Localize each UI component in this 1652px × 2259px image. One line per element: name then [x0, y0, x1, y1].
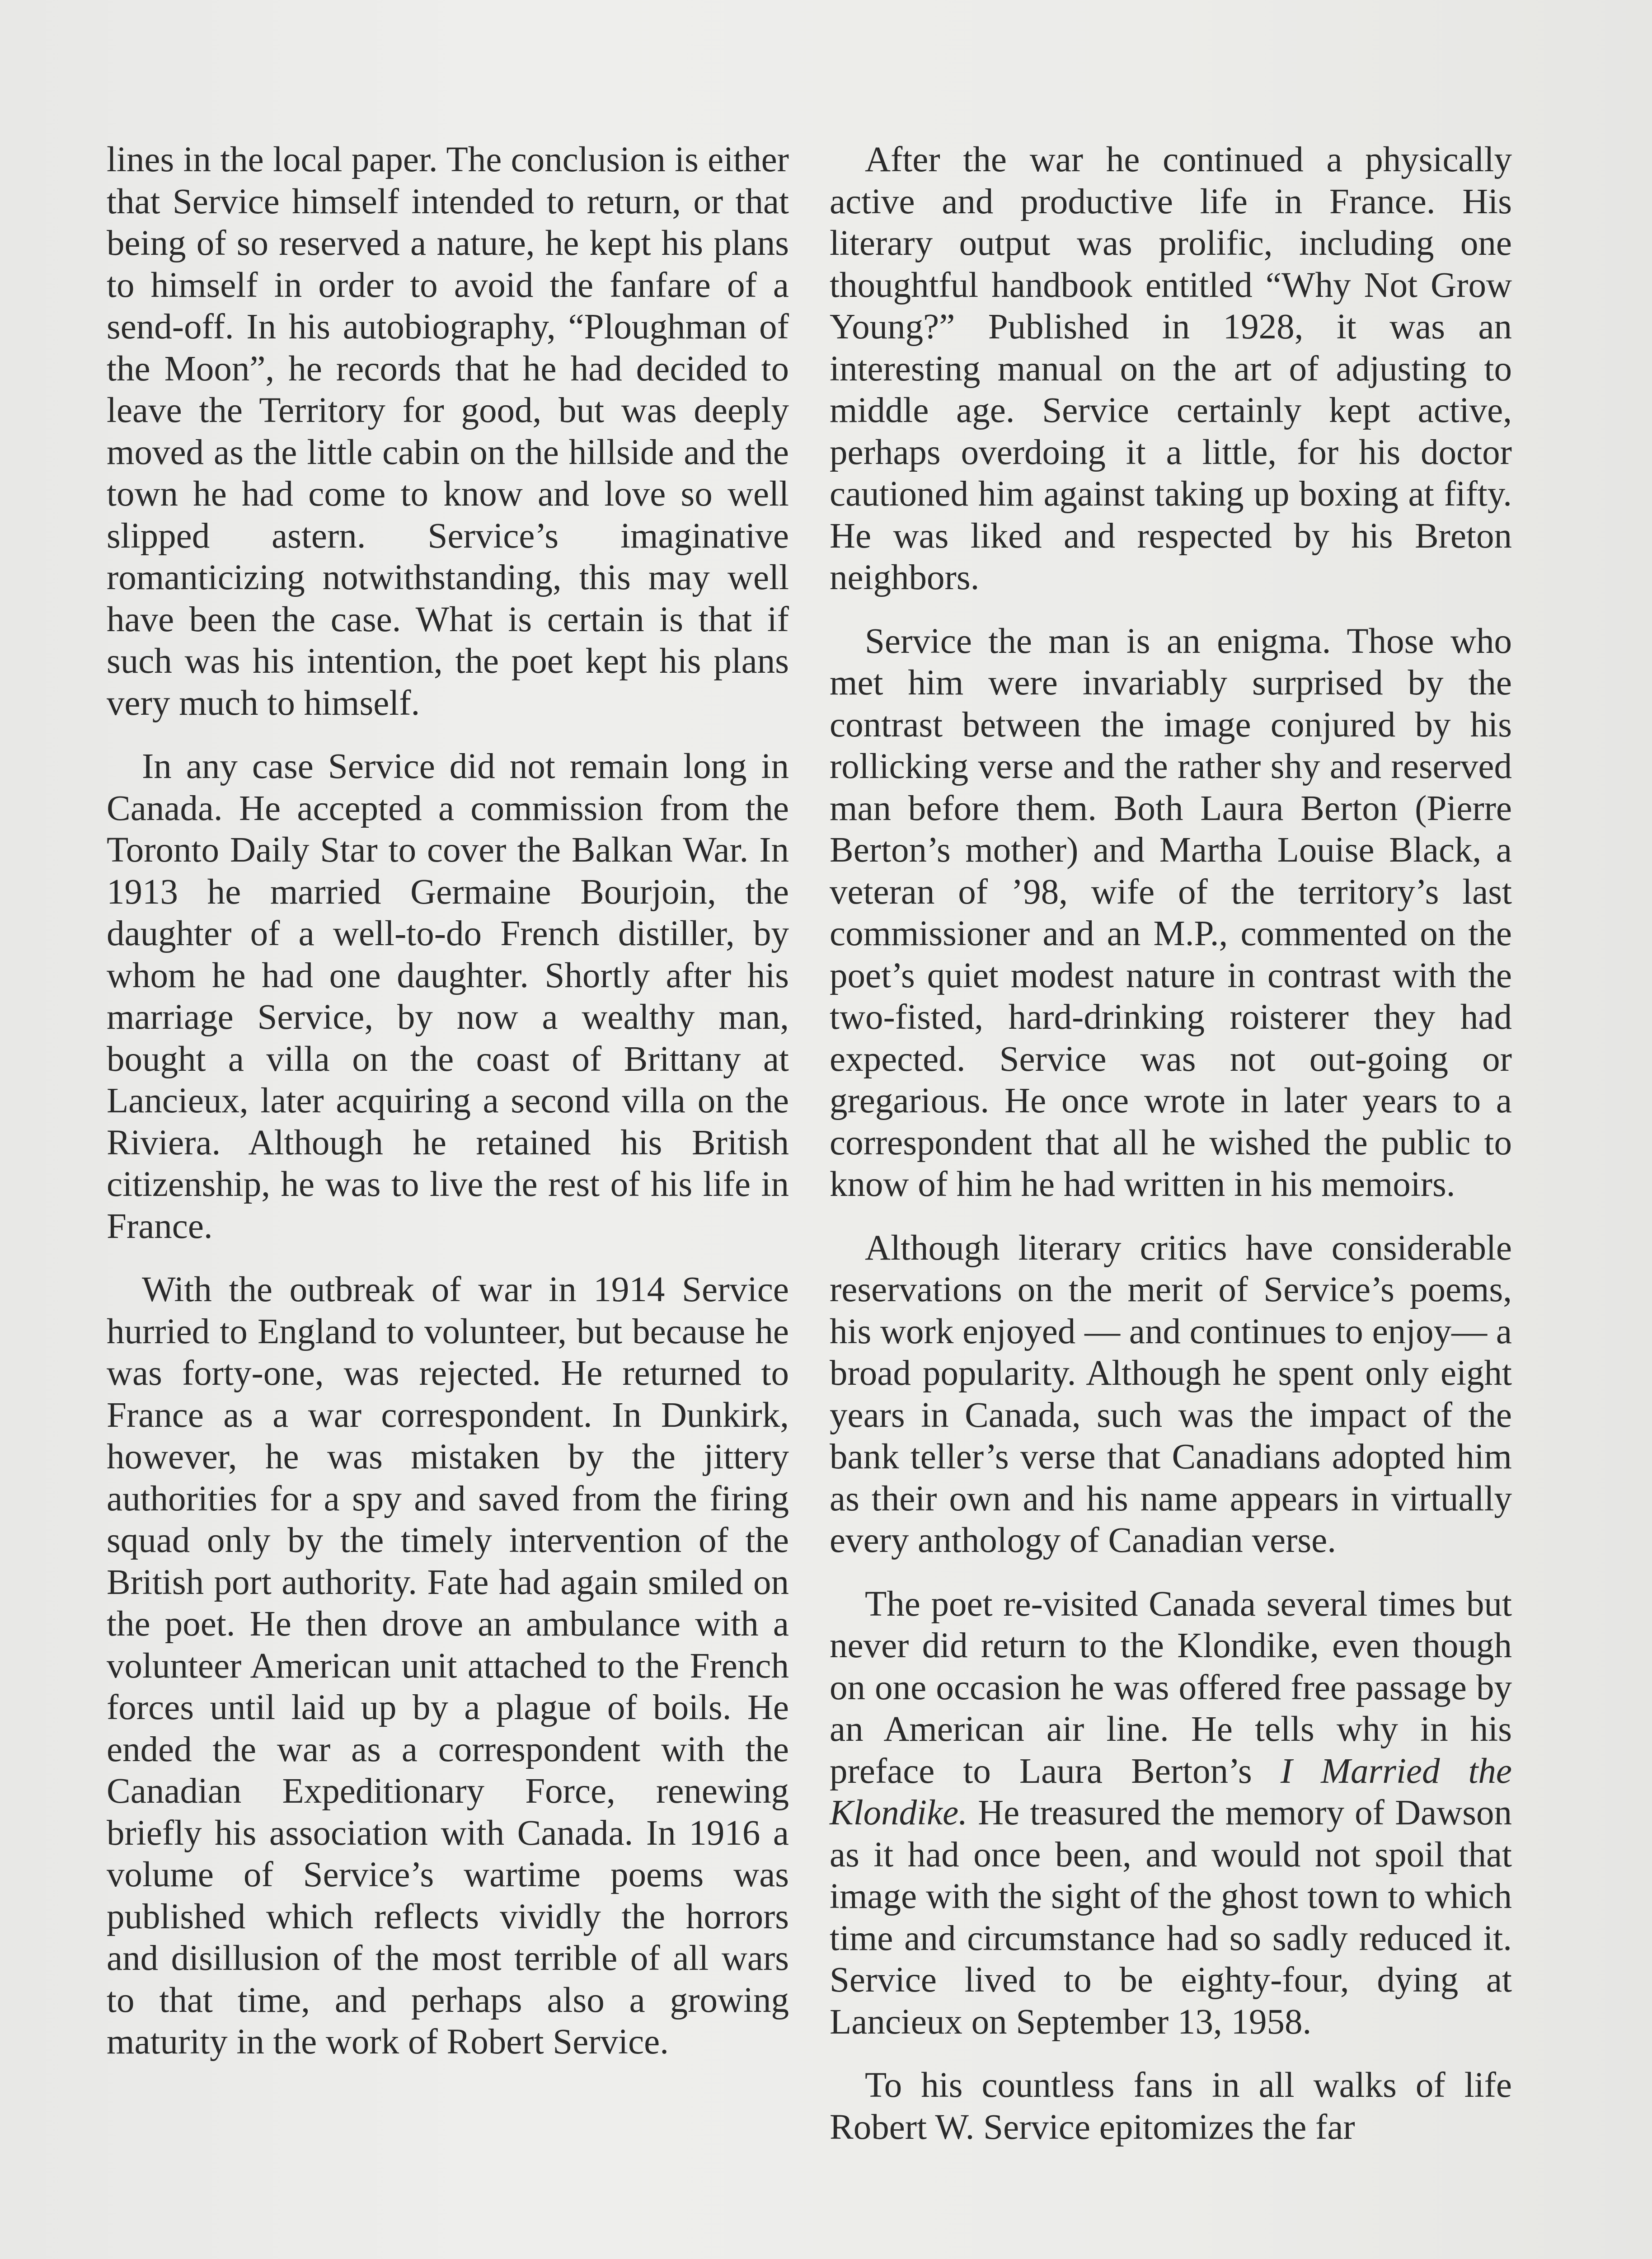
paragraph-left-3: With the outbreak of war in 1914 Service hurried to England to volunteer, but because he was forty-one, was rejected. He returned to France as a war correspondent. In Dunkirk, however, he was mistaken by the jittery authorities for a spy and saved from the firing squad only by the timely intervention of the British port authority. Fate had again smiled on the poet. He then drove an ambulance with a volunteer American unit attached to the French forces until laid up by a plague of boils. He ended the war as a correspondent with the Canadian Expeditionary Force, renewing briefly his association with Canada. In 1916 a volume of Service’s wartime poems was published which reflects vividly the horrors and disillusion of the most terrible of all wars to that time, and perhaps also a growing maturity in the work of Robert Service.	[107, 1270, 789, 2062]
left-column	[107, 139, 789, 2063]
paragraph-left-2: In any case Service did not remain long in Canada. He accepted a commission from the Toronto Daily Star to cover the Balkan War. In 1913 he married Germaine Bourjoin, the daughter of a well-to-do French distiller, by whom he had one daughter. Shortly after his marriage Service, by now a wealthy man, bought a villa on the coast of Brittany at Lancieux, later acquiring a second villa on the Riviera. Although he retained his British citizenship, he was to live the rest of his life in France.	[107, 747, 789, 1246]
paragraph-left-1: lines in the local paper. The conclusion is either that Service himself intended to return, or that being of so reserved a nature, he kept his plans to himself in order to avoid the fanfare of a send-off. In his autobiography, “Ploughman of the Moon”, he records that he had decided to leave the Territory for good, but was deeply moved as the little cabin on the hillside and the town he had come to know and love so well slipped astern. Service’s imaginative romanticizing notwithstanding, this may well have been the case. What is certain is that if such was his intention, the poet kept his plans very much to himself.	[107, 140, 789, 723]
paragraph-right-4-text-before: The poet re-visited Canada several times but never did return to the Klondike, even though on one occasion he was offered free passage by an American air line. He tells why in his preface to Laura Berton’s	[830, 1584, 1512, 1791]
paragraph-right-1: After the war he continued a physically active and productive life in France. His literary output was prolific, including one thoughtful handbook entitled “Why Not Grow Young?” Published in 1928, it was an interesting manual on the art of adjusting to middle age. Service certainly kept active, perhaps overdoing it a little, for his doctor cautioned him against taking up boxing at fifty. He was liked and respected by his Breton neighbors.	[830, 140, 1512, 597]
paragraph-right-5: To his countless fans in all walks of life Robert W. Service epitomizes the far	[830, 2066, 1512, 2147]
book-title: I Married the Klondike.	[830, 1751, 1512, 1833]
paragraph-right-4-text-after: He treasured the memory of Dawson as it had once been, and would not spoil that image with the sight of the ghost town to which time and circumstance had so sadly reduced it. Service lived to be eighty-four, dying at Lancieux on September 13, 1958.	[830, 1793, 1512, 2042]
paragraph-right-4	[830, 1584, 1512, 2043]
paragraph-right-2: Service the man is an enigma. Those who met him were invariably surprised by the contrast between the image conjured by his rollicking verse and the rather shy and reserved man before them. Both Laura Berton (Pierre Berton’s mother) and Martha Louise Black, a veteran of ’98, wife of the territory’s last commissioner and an M.P., commented on the poet’s quiet modest nature in contrast with the two-fisted, hard-drinking roisterer they had expected. Service was not out-going or gregarious. He once wrote in later years to a correspondent that all he wished the public to know of him he had written in his memoirs.	[830, 621, 1512, 1204]
right-column	[830, 139, 1512, 2148]
paragraph-right-3: Although literary critics have considerable reservations on the merit of Service’s poems, his work enjoyed — and continues to enjoy— a broad popularity. Although he spent only eight years in Canada, such was the impact of the bank teller’s verse that Canadians adopted him as their own and his name appears in virtually every anthology of Canadian verse.	[830, 1228, 1512, 1560]
